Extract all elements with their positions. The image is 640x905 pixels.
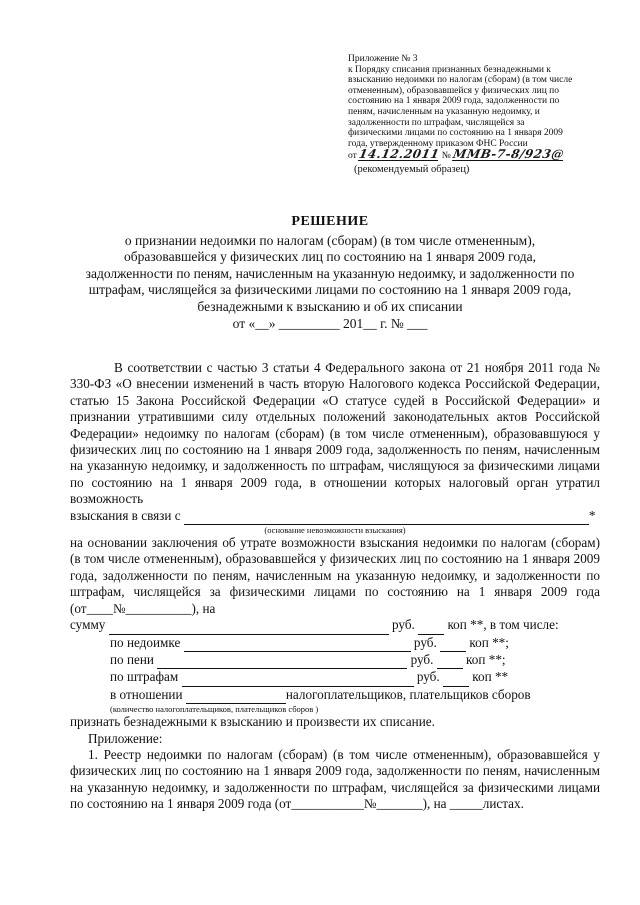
attachment-label: Приложение: (88, 730, 163, 746)
sub-item-fines (70, 669, 600, 686)
kop-label: коп (472, 669, 492, 685)
arrears-kop-field[interactable] (440, 635, 466, 652)
taxpayer-count-caption: (количество налогоплательщиков, плательщиков сборов ) (110, 704, 319, 715)
appendix-line: к Порядку списания признанных безнадежными к (348, 64, 551, 75)
rub-label: руб. (391, 617, 415, 633)
appendix-line: взысканию недоимки по налогам (сборам) (в том числе (348, 75, 573, 86)
taxpayer-count-field[interactable] (186, 687, 286, 704)
sum-label: сумму (70, 617, 106, 633)
conclusion-ref: (от____№__________), (70, 600, 200, 616)
basis-line (70, 508, 600, 525)
decision-title-block (60, 214, 600, 332)
attachment-ref: (от___________№_______), на _____листах. (274, 796, 524, 812)
sum-rub-field[interactable] (109, 617, 389, 634)
penalties-kop-field[interactable] (437, 652, 463, 669)
fines-rub-field[interactable] (182, 669, 414, 686)
appendix-line: пеням, начисленным на указанную недоимку, и (348, 106, 540, 117)
rub-label: руб. (416, 669, 440, 685)
sub-item-tail: **; (488, 651, 506, 667)
sum-kop-field[interactable] (418, 617, 444, 634)
relation-label: в отношении (110, 686, 183, 702)
penalties-rub-field[interactable] (157, 652, 407, 669)
sum-row (70, 617, 600, 634)
decision-body (70, 360, 600, 813)
basis-label: взыскания в связи с (70, 507, 181, 523)
kop-label: коп (447, 617, 467, 633)
appendix-line: физическими лицами по состоянию на 1 января 2009 (348, 128, 563, 139)
title-line: о признании недоимки по налогам (сборам) (в том числе отмененным), (124, 232, 536, 248)
attachment-item-text: 1. Реестр недоимки по налогам (сборам) (в том числе отмененным), образовавшейся у физических лиц по состоянию на 1 января 2009 года, задолженности по пеням, начисленным на указанную недоимку, и задолженности по штрафам, числящейся за физическими лицами по состоянию на 1 января 2009 года (70, 746, 600, 812)
conclusion-basis-text: на основании заключения об утрате возможности взыскания недоимки по налогам (сборам) (в том числе отмененным), образовавшейся у физических лиц по состоянию на 1 января 2009 года, задолженности по пеням, начисленным на указанную недоимку, и задолженности по штрафам, числящейся за физическими лицами по состоянию на 1 января 2009 года (70, 535, 600, 600)
appendix-line: состоянию на 1 января 2009 года, задолженности по (348, 96, 560, 107)
order-number-handwritten: ММВ-7-8/923@ (452, 147, 566, 162)
paragraph-legal-basis: В соответствии с частью 3 статьи 4 Федерального закона от 21 ноября 2011 года № 330-ФЗ «О внесении изменений в часть вторую Налогового кодекса Российской Федерации, статью 15 Закона Российской Федерации «О статусе судей в Российской Федерации» и признании утратившими силу отдельных положений законодательных актов Российской Федерации» недоимку по налогам (сборам) (в том числе отмененным), образовавшуюся у физических лиц по состоянию на 1 января 2009 года, задолженность по пеням, начисленным на указанную недоимку, и задолженность по штрафам, числящуюся за физическими лицами по состоянию на 1 января 2009 года, в отношении которых налоговый орган утратил возможность (70, 360, 600, 507)
footnote-mark: * (588, 507, 596, 523)
appendix-line: отмененным), образовавшейся у физических лиц по (348, 85, 560, 96)
relation-row (70, 687, 600, 704)
sum-tail: **, в том числе: (470, 617, 559, 633)
sub-item-tail: **; (492, 634, 509, 650)
paragraph-conclusion-basis (70, 535, 600, 617)
attachment-item (70, 747, 600, 813)
title-line: штрафам, числящейся за физическими лицами по состоянию на 1 января 2009 года, (88, 282, 572, 298)
order-date-handwritten: 14.12.2011 (358, 147, 441, 162)
rub-label: руб. (413, 634, 437, 650)
title-line: образовавшейся у физических лиц по состоянию на 1 января 2009 года, (124, 249, 536, 265)
sub-item-tail: ** (494, 669, 509, 685)
sub-item-label: по недоимке (110, 634, 181, 650)
appendix-line: Приложение № 3 (348, 54, 418, 64)
sub-item-arrears (70, 635, 600, 652)
title-line: задолженности по пеням, начисленным на указанную недоимку, и задолженности по (85, 265, 575, 281)
arrears-rub-field[interactable] (184, 635, 411, 652)
kop-label: коп (469, 634, 489, 650)
rub-label: руб. (410, 651, 434, 667)
recommended-sample-note: (рекомендуемый образец) (354, 163, 470, 175)
order-number-label: № (441, 151, 451, 162)
order-reference (348, 149, 610, 162)
appendix-line: года, утвержденному приказом ФНС России (348, 138, 528, 149)
sub-item-label: по пени (110, 651, 154, 667)
sub-item-penalties (70, 652, 600, 669)
decision-date-line: от «__» _________ 201__ г. № ___ (232, 315, 428, 331)
order-prefix: от (348, 151, 357, 162)
kop-label: коп (466, 651, 486, 667)
sub-item-label: по штрафам (110, 669, 179, 685)
decision-heading: РЕШЕНИЕ (291, 214, 369, 229)
appendix-line: задолженности по штрафам, числящейся за (348, 117, 525, 128)
conclusion-statement: признать безнадежными к взысканию и произвести их списание. (70, 714, 435, 730)
basis-blank-field[interactable] (184, 508, 589, 525)
relation-tail: налогоплательщиков, плательщиков сборов (285, 686, 531, 702)
fines-kop-field[interactable] (443, 669, 469, 686)
basis-caption: (основание невозможности взыскания) (264, 525, 406, 536)
title-line: безнадежными к взысканию и об их списании (197, 298, 463, 314)
conclusion-on: на (202, 600, 216, 616)
appendix-block (348, 54, 610, 176)
